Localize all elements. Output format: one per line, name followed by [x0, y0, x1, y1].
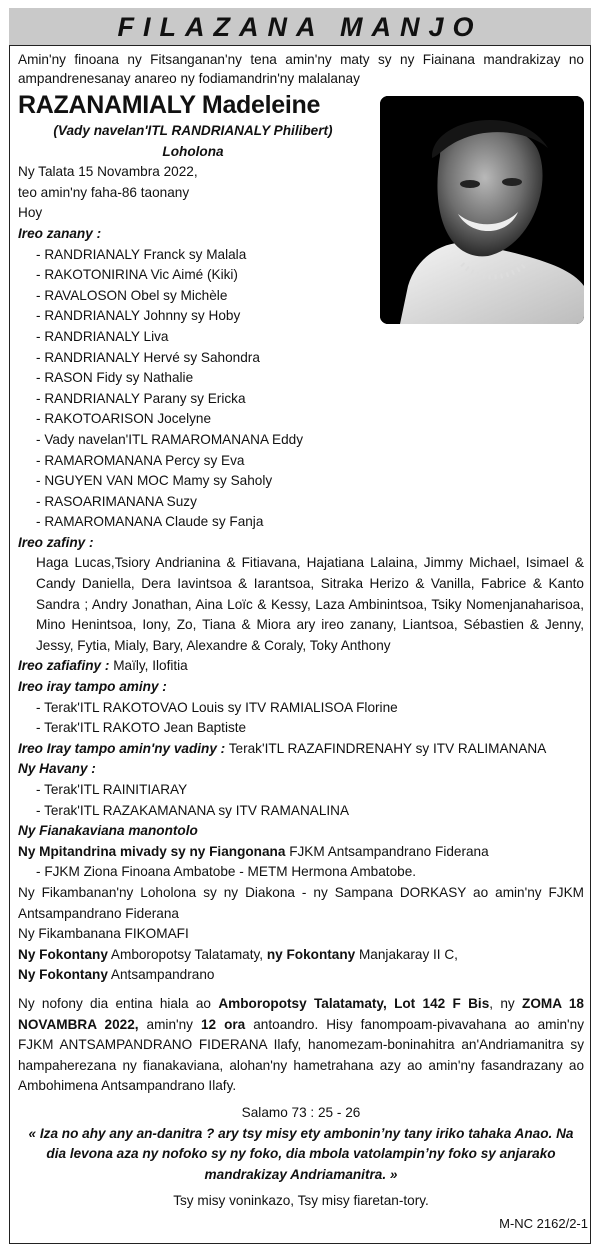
funeral-bold: ZOMA 18 NOVAMBRA 2022,: [18, 995, 584, 1032]
notice-banner: FILAZANA MANJO: [9, 8, 591, 46]
family-heading: Ny Fianakaviana manontolo: [18, 823, 198, 839]
list-item: - FJKM Ziona Finoana Ambatobe - METM Hermona Ambatobe.: [18, 862, 584, 883]
list-item: - Terak'ITL RAZAKAMANANA sy ITV RAMANALINA: [18, 801, 584, 822]
fokontany-line-2: [18, 965, 584, 986]
list-item: - RAKOTOARISON Jocelyne: [18, 409, 584, 430]
list-item: - RANDRIANALY Johnny sy Hoby: [18, 306, 584, 327]
church-text: FJKM Antsampandrano Fiderana: [289, 843, 489, 859]
list-item: - RANDRIANALY Hervé sy Sahondra: [18, 348, 584, 369]
list-item: - RAMAROMANANA Claude sy Fanja: [18, 512, 584, 533]
list-item: - RANDRIANALY Franck sy Malala: [18, 245, 584, 266]
fokontany-text: Amboropotsy Talatamaty,: [110, 946, 264, 962]
funeral-bold: Amboropotsy Talatamaty, Lot 142 F Bis: [218, 995, 490, 1011]
spouse-siblings-heading: Ireo Iray tampo amin'ny vadiny :: [18, 740, 226, 756]
date-line: Ny Talata 15 Novambra 2022,: [18, 164, 198, 180]
relatives-heading: Ny Havany :: [18, 761, 96, 777]
list-item: - Terak'ITL RAINITIARAY: [18, 780, 584, 801]
title-line: Loholona: [162, 143, 224, 159]
association-text: Ny Fikambanana FIKOMAFI: [18, 926, 189, 942]
funeral-part: amin'ny: [146, 1016, 193, 1032]
funeral-part: antoandro. Hisy fanompoam-pivavahana ao amin'ny FJKM ANTSAMPANDRANO FIDERANA Ilafy, hanomezam-boninahitra an'Andriamanitra sy hampaherezana ny fianakaviana, alohan'ny hametrahana azy ao amin'ny fasandrazany ao Ambohimena Antsampandrano Ilafy.: [18, 1016, 584, 1094]
church-line: [18, 842, 584, 863]
children-heading: Ireo zanany :: [18, 225, 102, 241]
fokontany-line: [18, 945, 584, 966]
list-item: - Vady navelan'ITL RAMAROMANANA Eddy: [18, 430, 584, 451]
list-item: - RAMAROMANANA Percy sy Eva: [18, 451, 584, 472]
committee-text: Ny Fikambanan'ny Loholona sy ny Diakona - ny Sampana DORKASY ao amin'ny FJKM Antsampandrano Fiderana: [18, 884, 584, 921]
fokontany-bold: Ny Fokontany: [18, 967, 108, 983]
funeral-part: , ny: [489, 995, 515, 1011]
portrait-image: [380, 96, 584, 324]
grandchildren-text: Haga Lucas,Tsiory Andrianina & Fitiavana, Hajatiana Lalaina, Jimmy Michael, Isimael & Candy Daniella, Dera Iavintsoa & Iarantsoa, Sitraka Herizo & Vanilla, Fabrice & Kanto Sandra ; Andry Jonathan, Aina Loïc & Kessy, Laza Ambinintsoa, Tsiky Nomenjanaharisoa, Mino Henintsoa, Iony, Zo, Tiana & Miora ary ireo zanany, Liantsoa, Sébastien & Jenny, Jessy, Fytia, Mialy, Bary, Alexandre & Coraly, Toky Anthony: [36, 555, 584, 653]
portrait-photo: [380, 96, 584, 324]
list-item: - RASOARIMANANA Suzy: [18, 492, 584, 513]
intro-text: Amin'ny finoana ny Fitsanganan'ny tena amin'ny maty sy ny Fiainana mandrakizay no ampandrenesanay anareo ny fodiamandrin'ny malalanay: [18, 52, 584, 86]
church-bold: Ny Mpitandrina mivady sy ny Fiangonana: [18, 843, 286, 859]
place-line: Hoy: [18, 205, 43, 221]
list-item: - Terak'ITL RAKOTOVAO Louis sy ITV RAMIALISOA Florine: [18, 698, 584, 719]
fokontany-text: Manjakaray II C,: [358, 946, 458, 962]
reference-code: M-NC 2162/2-1: [499, 1216, 588, 1231]
notice-body: [18, 50, 584, 1212]
great-grandchildren-line: [18, 656, 584, 677]
closing-line: Tsy misy voninkazo, Tsy misy fiaretan-tory.: [173, 1193, 429, 1209]
grandchildren-heading: Ireo zafiny :: [18, 534, 94, 550]
psalm-reference: Salamo 73 : 25 - 26: [241, 1104, 361, 1120]
list-item: - NGUYEN VAN MOC Mamy sy Saholy: [18, 471, 584, 492]
list-item: - RANDRIANALY Liva: [18, 327, 584, 348]
list-item: - RAKOTONIRINA Vic Aimé (Kiki): [18, 265, 584, 286]
psalm-quote: « Iza no ahy any an-danitra ? ary tsy misy ety amboninʼny tany iriko tahaka Anao. Na dia levona aza ny nofoko sy ny foko, dia mbola vatolampinʼny foko sy anjarako mandrakizay Andriamanitra. »: [28, 1125, 574, 1182]
funeral-text: [18, 994, 584, 1097]
spouse-siblings-line: [18, 739, 584, 760]
list-item: - RAVALOSON Obel sy Michèle: [18, 286, 584, 307]
great-grandchildren-text: Maïly, Ilofitia: [113, 658, 188, 674]
list-item: - RANDRIANALY Parany sy Ericka: [18, 389, 584, 410]
spouse-line: (Vady navelan'ITL RANDRIANALY Philibert): [53, 123, 333, 138]
fokontany-text: Antsampandrano: [110, 967, 215, 983]
age-line: teo amin'ny faha-86 taonany: [18, 184, 190, 200]
fokontany-bold: ny Fokontany: [266, 946, 356, 962]
funeral-part: Ny nofony dia entina hiala ao: [18, 995, 211, 1011]
great-grandchildren-heading: Ireo zafiafiny :: [18, 658, 110, 674]
list-item: - Terak'ITL RAKOTO Jean Baptiste: [18, 718, 584, 739]
siblings-heading: Ireo iray tampo aminy :: [18, 679, 167, 695]
list-item: - RASON Fidy sy Nathalie: [18, 368, 584, 389]
deceased-name: RAZANAMIALY Madeleine: [18, 91, 321, 119]
funeral-bold: 12 ora: [200, 1016, 246, 1032]
fokontany-bold: Ny Fokontany: [18, 946, 108, 962]
spouse-siblings-text: Terak'ITL RAZAFINDRENAHY sy ITV RALIMANANA: [228, 740, 547, 756]
